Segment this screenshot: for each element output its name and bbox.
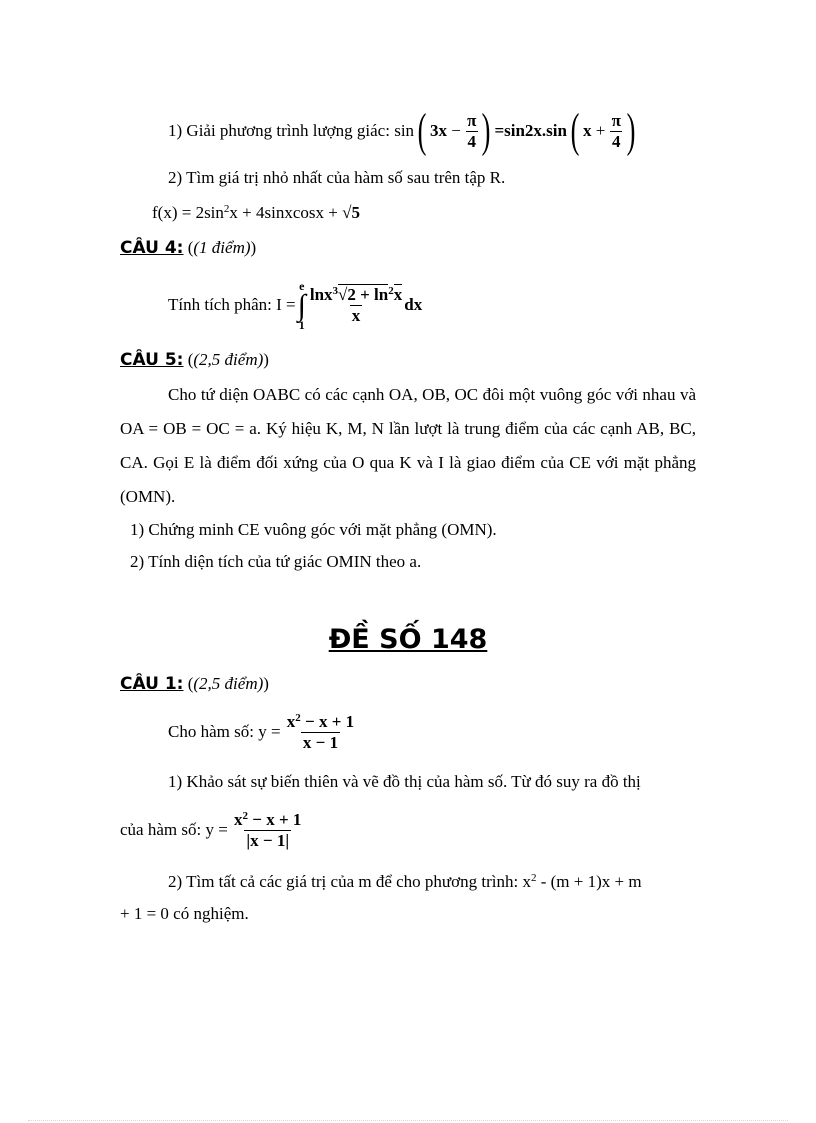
num-root: √2 + ln xyxy=(338,284,389,304)
cau1-heading-line xyxy=(120,674,269,694)
cau1-item1-line1: 1) Khảo sát sự biến thiên và vẽ đồ thị của hàm số. Từ đó suy ra đồ thị xyxy=(168,772,641,791)
function-denominator: x − 1 xyxy=(302,732,339,752)
q3-item2: 2) Tìm giá trị nhỏ nhất của hàm số sau trên tập R. xyxy=(168,168,506,187)
fx-right: x + 4sinxcosx + xyxy=(229,203,338,222)
sqrt-5: √5 xyxy=(342,203,360,222)
abs-function-numerator xyxy=(232,810,303,830)
cau1-item2-line2: + 1 = 0 có nghiệm. xyxy=(120,904,249,923)
integrand-fraction xyxy=(308,285,404,325)
page-bottom-border xyxy=(28,1120,788,1121)
fx-left: f(x) = 2sin xyxy=(152,203,224,222)
function-fraction xyxy=(285,712,356,752)
sin-label: sin xyxy=(394,121,415,140)
func-num-rest: − x + 1 xyxy=(305,711,355,731)
pi-over-4-fraction-2 xyxy=(610,111,623,151)
func2-num-x: x xyxy=(234,809,243,829)
expr-3x: 3x xyxy=(430,121,448,140)
right-paren-2: ) xyxy=(626,104,636,157)
cau5-heading-line xyxy=(120,350,269,370)
integral-lower: 1 xyxy=(298,317,305,332)
four-denominator-2: 4 xyxy=(611,131,621,151)
cau4-heading: CÂU 4: xyxy=(120,238,184,258)
function-intro: Cho hàm số: y = xyxy=(168,722,281,741)
cau1-item1-line2 xyxy=(120,802,303,858)
right-paren: ) xyxy=(482,104,491,157)
q3-item1 xyxy=(168,106,639,156)
abs-function-fraction xyxy=(232,810,303,850)
q3-item1-label: 1) Giải phương trình lượng giác: xyxy=(168,121,390,140)
pi-over-4-fraction xyxy=(465,111,478,151)
plus-sign: + xyxy=(595,121,606,140)
integral-block xyxy=(298,280,306,331)
exam-title-text: ĐỀ SỐ 148 xyxy=(328,624,488,655)
pi-symbol-2: π xyxy=(611,110,621,130)
cau5-item1: 1) Chứng minh CE vuông góc với mặt phẳng (OMN). xyxy=(130,520,497,539)
exam-title xyxy=(0,624,816,655)
integrand-numerator xyxy=(308,285,404,305)
dx: dx xyxy=(404,295,423,314)
function-numerator xyxy=(285,712,356,732)
num-square: 2 xyxy=(388,284,394,297)
cau5-item2: 2) Tính diện tích của tứ giác OMIN theo a. xyxy=(130,552,422,571)
sin2x-sin: sin2x.sin xyxy=(504,121,567,140)
fx-expression xyxy=(152,203,360,223)
func2-num-sq: 2 xyxy=(242,809,249,822)
fx-square: 2 xyxy=(223,203,230,215)
num-lnx: lnx xyxy=(309,284,333,304)
root-index: 3 xyxy=(332,284,339,297)
four-denominator: 4 xyxy=(467,131,477,151)
func-num-x: x xyxy=(286,711,296,731)
left-paren-2: ( xyxy=(570,104,580,157)
num-x: x xyxy=(393,284,403,304)
item2-line1-text: 2) Tìm tất cả các giá trị của m để cho phương trình: x xyxy=(168,872,531,891)
cau4-points: ((1 điểm)) xyxy=(187,238,257,257)
item2-line1-rest: - (m + 1)x + m xyxy=(536,872,642,891)
abs-function-denominator: |x − 1| xyxy=(246,830,290,850)
cau1-points-text: (2,5 điểm) xyxy=(193,674,264,693)
expr-x: x xyxy=(582,121,592,140)
left-paren: ( xyxy=(417,104,427,157)
func-num-sq: 2 xyxy=(295,711,301,724)
cau5-points: ((2,5 điểm)) xyxy=(187,350,269,369)
cau5-heading: CÂU 5: xyxy=(120,350,184,370)
cau1-item2-line1 xyxy=(168,872,642,892)
pi-symbol: π xyxy=(467,110,477,130)
integrand-denominator: x xyxy=(351,305,361,325)
equals-sign: = xyxy=(494,121,505,140)
integral-intro: Tính tích phân: I = xyxy=(168,295,296,314)
cau5-paragraph: Cho tứ diện OABC có các cạnh OA, OB, OC đôi một vuông góc với nhau và OA = OB = OC = a. Ký hiệu K, M, N lần lượt là trung điểm của các cạnh AB, BC, CA. Gọi E là điểm đối xứng của O qua K và I là giao điểm của CE với mặt phẳng (OMN). xyxy=(120,385,696,506)
cau4-integral xyxy=(168,272,422,338)
integral-sign: ∫ xyxy=(297,288,306,322)
cau1-points: ((2,5 điểm)) xyxy=(187,674,269,693)
item1-line2-text: của hàm số: y = xyxy=(120,820,228,839)
item2-square: 2 xyxy=(530,872,537,884)
func2-num-rest: − x + 1 xyxy=(252,809,302,829)
cau5-points-text: (2,5 điểm) xyxy=(193,350,264,369)
cau4-heading-line xyxy=(120,238,256,258)
minus-sign: − xyxy=(451,121,461,140)
cau4-points-text: (1 điểm) xyxy=(193,238,251,257)
integral-upper: e xyxy=(299,278,305,293)
cau1-heading: CÂU 1: xyxy=(120,674,184,694)
function-definition xyxy=(168,704,356,760)
